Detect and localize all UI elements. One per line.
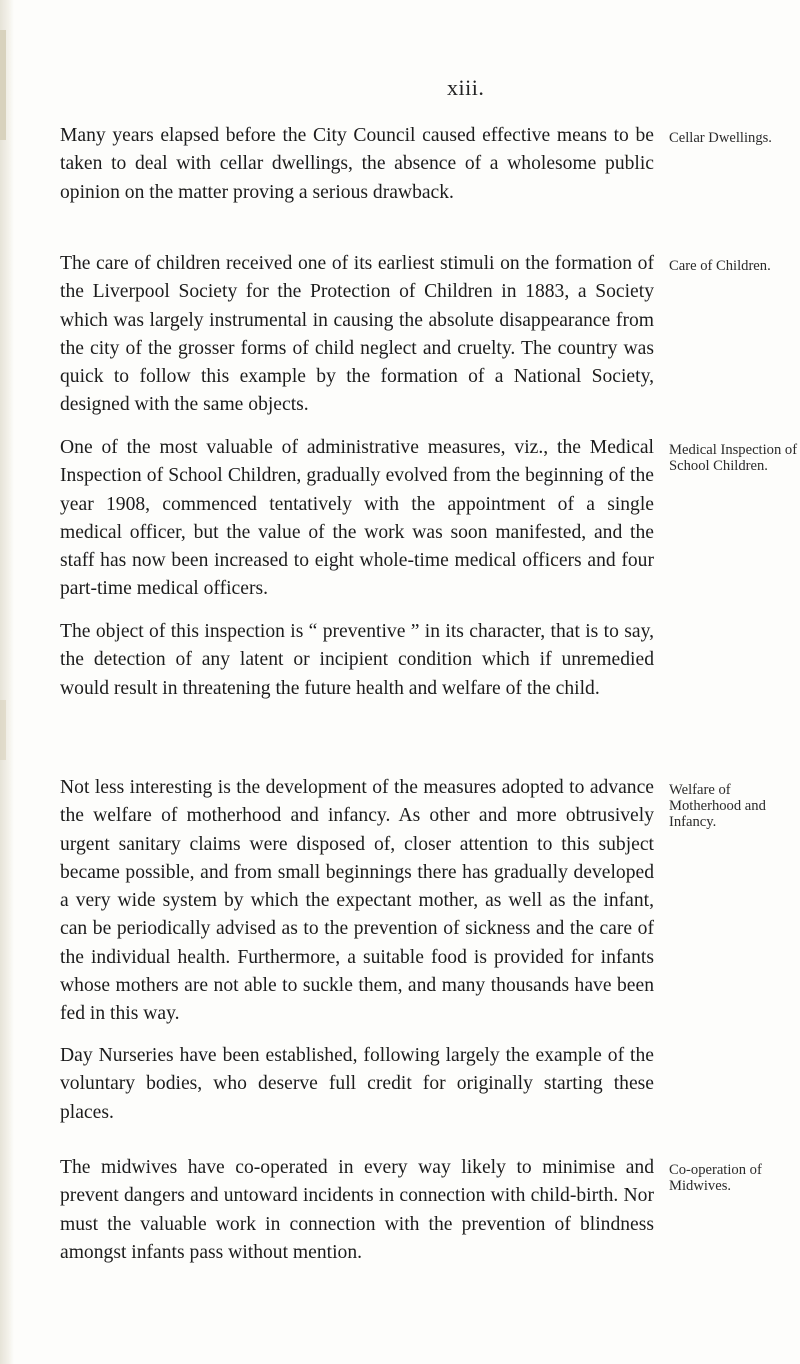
page-edge-mark — [0, 700, 6, 760]
margin-note-midwives: Co-operation of Midwives. — [669, 1162, 762, 1194]
page-edge-mark — [0, 30, 6, 140]
page-number: xiii. — [447, 75, 485, 100]
paragraph-day-nurseries: Day Nurseries have been established, following largely the example of the voluntary bodies, who deserve full credit for originally starting these places. — [60, 1045, 654, 1123]
paragraph-medical-inspection: One of the most valuable of administrative measures, viz., the Medical Inspection of School Children, gradually evolved from the beginning of the year 1908, commenced tentatively with the appointment of a single medical officer, but the value of the work was soon manifested, and the staff has now been increased to eight whole-time medical officers and four part-time medical officers. — [60, 437, 654, 600]
margin-note-cellar-dwellings: Cellar Dwellings. — [669, 130, 772, 146]
page-edge-shadow — [0, 0, 14, 1364]
paragraph-midwives: The midwives have co-operated in every way likely to minimise and prevent dangers and untoward incidents in connection with child-birth. Nor must the valuable work in connection with the prevention of blindness amongst infants pass without mention. — [60, 1157, 654, 1263]
paragraph-inspection-object: The object of this inspection is “ preventive ” in its character, that is to say, the detection of any latent or incipient condition which if unremedied would result in threatening the future health and welfare of the child. — [60, 621, 654, 699]
margin-note-care-of-children: Care of Children. — [669, 258, 771, 274]
paragraph-welfare-motherhood: Not less interesting is the development of the measures adopted to advance the welfare of motherhood and infancy. As other and more obtrusively urgent sanitary claims were disposed of, closer attention to this subject became possible, and from small beginnings there has gradually developed a very wide system by which the expectant mother, as well as the infant, can be periodically advised as to the prevention of sickness and the care of the individual health. Furthermore, a suitable food is provided for infants whose mothers are not able to suckle them, and many thousands have been fed in this way. — [60, 777, 654, 1025]
paragraph-cellar-dwellings: Many years elapsed before the City Council caused effective means to be taken to deal with cellar dwellings, the absence of a wholesome public opinion on the matter proving a serious drawback. — [60, 125, 654, 203]
margin-note-medical-inspection: Medical Inspection of School Children. — [669, 442, 798, 474]
margin-note-welfare-motherhood: Welfare of Motherhood and Infancy. — [669, 782, 766, 830]
paragraph-care-of-children: The care of children received one of its earliest stimuli on the formation of the Liverpool Society for the Protection of Children in 1883, a Society which was largely instrumental in causing the absolute disappearance from the city of the grosser forms of child neglect and cruelty. The country was quick to follow this example by the formation of a National Society, designed with the same objects. — [60, 253, 654, 416]
